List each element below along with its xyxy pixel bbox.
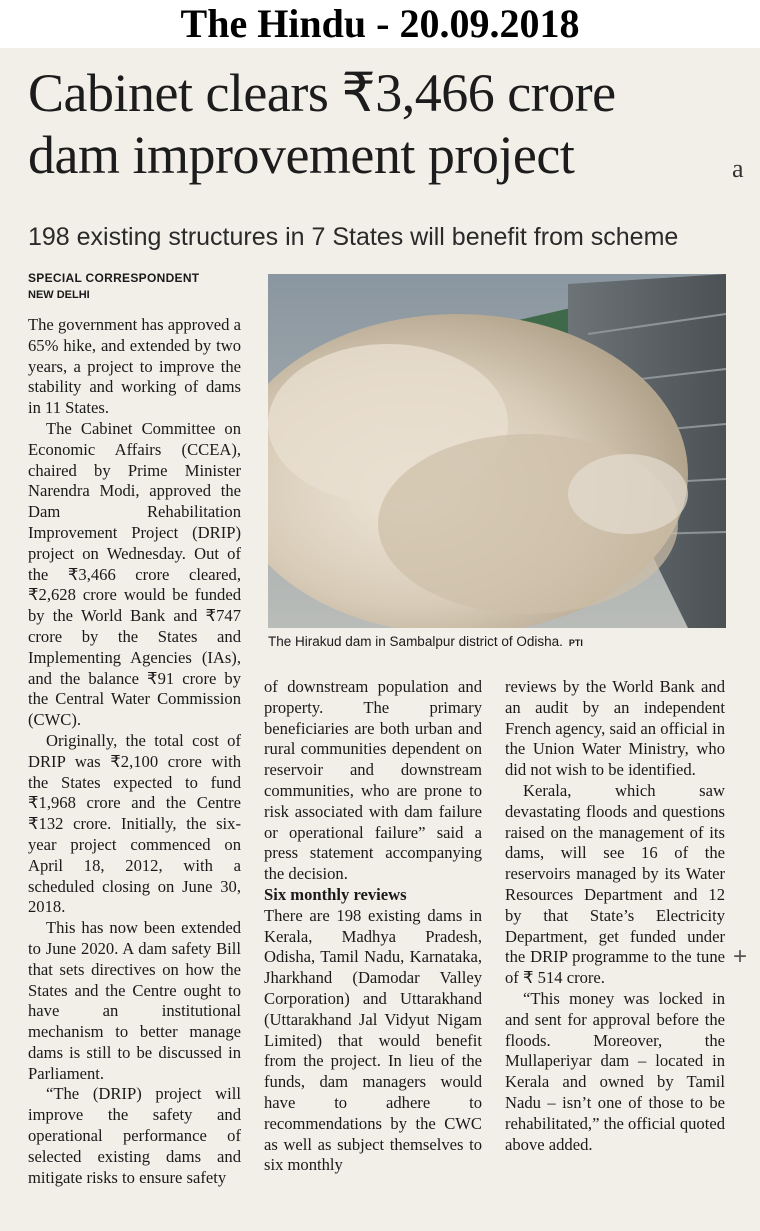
clipping-banner: The Hindu - 20.09.2018 — [0, 0, 760, 48]
paragraph: The government has approved a 65% hike, and extended by two years, a project to improve the stability and working of dams in 11 States. — [28, 315, 241, 418]
subheadline: 198 existing structures in 7 States will benefit from scheme — [28, 223, 679, 251]
paragraph: This has now been extended to June 2020. A dam safety Bill that sets directives on how the States and the Centre ought to have an institutional mechanism to better manage dams is still to be discussed in Parliament. — [28, 918, 241, 1083]
article-column-1 — [28, 315, 241, 1188]
crosshair-mark: + — [733, 943, 748, 970]
handwritten-mark: a — [732, 154, 744, 183]
paragraph: There are 198 existing dams in Kerala, Madhya Pradesh, Odisha, Tamil Nadu, Karnataka, Jharkhand (Damodar Valley Corporation) and Uttarakhand (Uttarakhand Jal Vidyut Nigam Limited) that would benefit from the project. In lieu of the funds, dam managers would have to adhere to recommendations by the CWC as well as subject themselves to six monthly — [264, 905, 482, 1175]
paragraph: Kerala, which saw devastating floods and questions raised on the management of its dams, will see 16 of the reservoirs managed by its Water Resources Department and 12 by that State’s Electricity Department, get funded under the DRIP programme to the tune of ₹ 514 crore. — [505, 780, 725, 988]
paragraph: of downstream population and property. The primary beneficiaries are both urban and rural communities dependent on reservoir and downstream communities, who are prone to risk associated with dam failure or operational failure” said a press statement accompanying the decision. — [264, 677, 482, 884]
headline-line-2: dam improvement project — [28, 125, 575, 185]
paragraph: reviews by the World Bank and an audit by an independent French agency, said an official in the Union Water Ministry, who did not wish to be identified. — [505, 677, 725, 780]
article-column-2 — [264, 677, 482, 1176]
dateline: NEW DELHI — [28, 289, 90, 301]
photo-credit: PTI — [568, 638, 583, 648]
section-subhead: Six monthly reviews — [264, 884, 407, 904]
paragraph: “The (DRIP) project will improve the safety and operational performance of selected existing dams and mitigate risks to ensure safety — [28, 1084, 241, 1187]
article-column-3 — [505, 677, 725, 1155]
headline-line-1: Cabinet clears ₹3,466 crore — [28, 63, 616, 123]
paragraph: The Cabinet Committee on Economic Affairs (CCEA), chaired by Prime Minister Narendra Modi, approved the Dam Rehabilitation Improvement Project (DRIP) project on Wednesday. Out of the ₹3,466 crore cleared, ₹2,628 crore would be funded by the World Bank and ₹747 crore by the States and Implementing Agencies (IAs), and the balance ₹91 crore by the Central Water Commission (CWC). — [28, 418, 241, 730]
hirakud-dam-image — [268, 274, 726, 628]
paragraph: Originally, the total cost of DRIP was ₹2,100 crore with the States expected to fund ₹1,968 crore and the Centre ₹132 crore. Initially, the six-year project commenced on April 18, 2012, with a scheduled closing on June 30, 2018. — [28, 730, 241, 917]
headline — [28, 62, 748, 186]
byline: SPECIAL CORRESPONDENT — [28, 271, 200, 285]
dam-photo — [268, 274, 726, 628]
photo-caption — [268, 634, 583, 649]
paragraph: “This money was locked in and sent for approval before the floods. Moreover, the Mullaperiyar dam – located in Kerala and owned by Tamil Nadu – isn’t one of those to be rehabilitated,” the official quoted above added. — [505, 988, 725, 1154]
caption-text: The Hirakud dam in Sambalpur district of Odisha. — [268, 634, 563, 649]
